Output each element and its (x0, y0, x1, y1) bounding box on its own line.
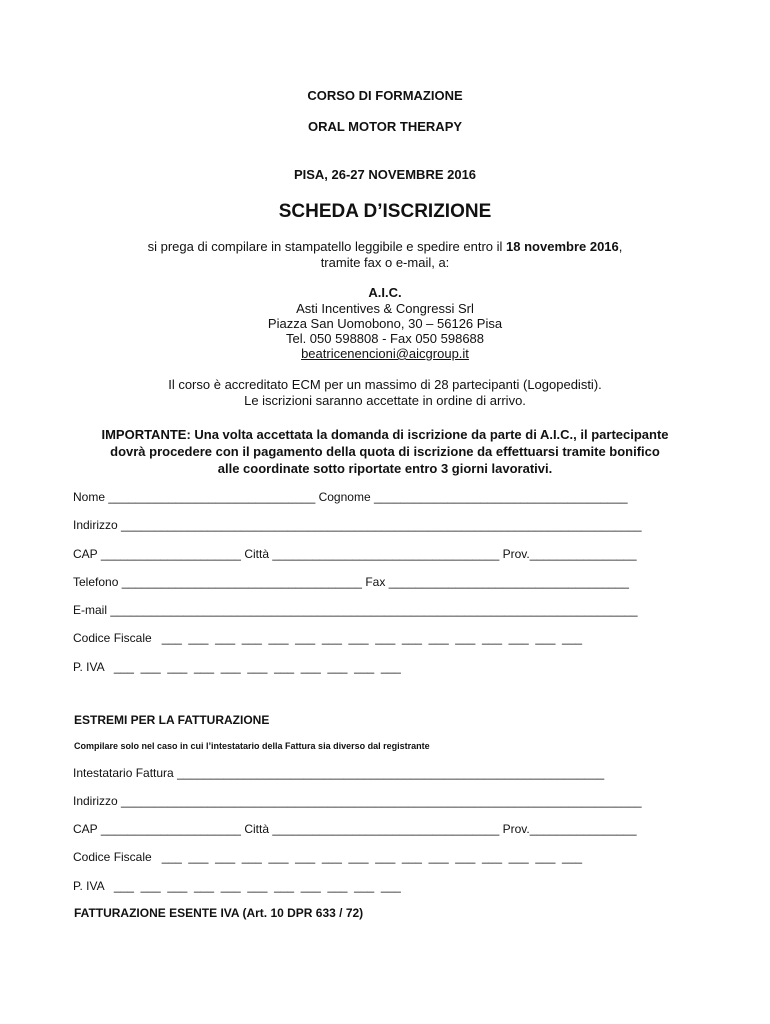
nome-label: Nome (73, 490, 106, 504)
billing-codice-fiscale-label: Codice Fiscale (73, 850, 152, 864)
indirizzo-field[interactable]: ______________________________________________________________________________ (121, 518, 642, 532)
billing-intestatario-row (73, 766, 604, 780)
billing-prov-field[interactable]: ________________ (529, 822, 637, 836)
billing-indirizzo-field[interactable]: ______________________________________________________________________________ (121, 794, 642, 808)
important-line-3: alle coordinate sotto riportate entro 3 giorni lavorativi. (217, 461, 553, 476)
important-line-2: dovrà procedere con il pagamento della quota di iscrizione da effettuarsi tramite bonifico (110, 444, 660, 459)
address-row (73, 518, 642, 532)
course-heading: CORSO DI FORMAZIONE (307, 88, 463, 103)
citta-field[interactable]: __________________________________ (272, 547, 500, 561)
page-title: SCHEDA D’ISCRIZIONE (278, 201, 492, 222)
billing-citta-label: Città (244, 822, 269, 836)
intro-text: si prega di compilare in stampatello leggibile e spedire entro il (147, 239, 507, 254)
course-date-place: PISA, 26-27 NOVEMBRE 2016 (293, 167, 477, 182)
billing-codice-fiscale-row (73, 850, 582, 864)
email-field-row (73, 603, 638, 617)
cap-field[interactable]: _____________________ (100, 547, 241, 561)
email-link[interactable]: beatricenencioni@aicgroup.it (301, 346, 469, 361)
codice-fiscale-field[interactable]: ___ ___ ___ ___ ___ ___ ___ ___ ___ ___ ___ ___ ___ ___ ___ ___ (155, 631, 583, 645)
vat-exempt-note: FATTURAZIONE ESENTE IVA (Art. 10 DPR 633 / 72) (74, 906, 364, 920)
billing-piva-row (73, 879, 401, 893)
billing-cap-field[interactable]: _____________________ (100, 822, 241, 836)
codice-fiscale-label: Codice Fiscale (73, 631, 152, 645)
phone-row (73, 575, 629, 589)
piva-row (73, 660, 401, 674)
deadline-date: 18 novembre 2016 (506, 239, 619, 254)
fax-label: Fax (365, 575, 386, 589)
piva-label: P. IVA (73, 660, 104, 674)
intro-comma: , (618, 239, 623, 254)
email-field[interactable]: _______________________________________________________________________________ (110, 603, 638, 617)
billing-address-row (73, 794, 642, 808)
important-line-1: IMPORTANTE: Una volta accettata la domanda di iscrizione da parte di A.I.C., il partecipante (101, 427, 669, 442)
course-name: ORAL MOTOR THERAPY (307, 119, 463, 134)
company-name: Asti Incentives & Congressi Srl (296, 301, 474, 316)
codice-fiscale-row (73, 631, 582, 645)
billing-indirizzo-label: Indirizzo (73, 794, 118, 808)
nome-field[interactable]: _______________________________ (108, 490, 316, 504)
intro-line-2: tramite fax o e-mail, a: (320, 255, 450, 270)
telefono-label: Telefono (73, 575, 119, 589)
billing-piva-field[interactable]: ___ ___ ___ ___ ___ ___ ___ ___ ___ ___ ___ (107, 879, 401, 893)
fax-field[interactable]: ____________________________________ (388, 575, 629, 589)
prov-field[interactable]: ________________ (529, 547, 637, 561)
billing-city-row (73, 822, 637, 836)
order-note: Le iscrizioni saranno accettate in ordine di arrivo. (244, 393, 526, 408)
billing-cap-label: CAP (73, 822, 98, 836)
billing-prov-label: Prov. (502, 822, 530, 836)
city-row (73, 547, 637, 561)
indirizzo-label: Indirizzo (73, 518, 118, 532)
cap-label: CAP (73, 547, 98, 561)
name-row (73, 490, 628, 504)
billing-piva-label: P. IVA (73, 879, 104, 893)
telefono-field[interactable]: ____________________________________ (121, 575, 362, 589)
company-phone-fax: Tel. 050 598808 - Fax 050 598688 (285, 331, 485, 346)
company-address: Piazza San Uomobono, 30 – 56126 Pisa (267, 316, 503, 331)
intro-line-1 (0, 239, 770, 255)
billing-codice-fiscale-field[interactable]: ___ ___ ___ ___ ___ ___ ___ ___ ___ ___ ___ ___ ___ ___ ___ ___ (155, 850, 583, 864)
prov-label: Prov. (502, 547, 530, 561)
billing-section-title: ESTREMI PER LA FATTURAZIONE (74, 713, 270, 727)
email-label: E-mail (73, 603, 108, 617)
intestatario-label: Intestatario Fattura (73, 766, 174, 780)
billing-citta-field[interactable]: __________________________________ (272, 822, 500, 836)
email-row (0, 346, 770, 362)
cognome-label: Cognome (318, 490, 371, 504)
ecm-note: Il corso è accreditato ECM per un massimo di 28 partecipanti (Logopedisti). (168, 377, 602, 392)
billing-note: Compilare solo nel caso in cui l’intestatario della Fattura sia diverso dal registrante (74, 741, 430, 751)
piva-field[interactable]: ___ ___ ___ ___ ___ ___ ___ ___ ___ ___ ___ (107, 660, 401, 674)
cognome-field[interactable]: ______________________________________ (373, 490, 628, 504)
org-name: A.I.C. (368, 285, 402, 300)
intestatario-field[interactable]: ________________________________________________________________ (177, 766, 605, 780)
citta-label: Città (244, 547, 269, 561)
